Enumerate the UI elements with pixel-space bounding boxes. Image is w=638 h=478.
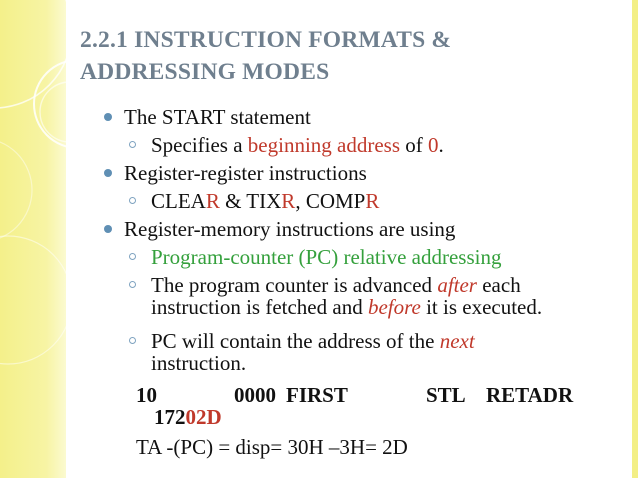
bullet-item: The START statement [124, 105, 311, 129]
sub-bullet-item-line-1 [151, 330, 475, 352]
code-label: FIRST [286, 383, 348, 407]
slide-title-line-1: 2.2.1 INSTRUCTION FORMATS & [80, 27, 452, 53]
text-segment: of [400, 133, 429, 157]
highlight-register: R [205, 189, 220, 213]
text-segment: Specifies a [151, 133, 248, 157]
slide-title-line-2: ADDRESSING MODES [80, 59, 330, 85]
sub-bullet-ring [129, 197, 136, 204]
bullet-item: Register-register instructions [124, 161, 367, 185]
text-segment: each [476, 273, 521, 297]
object-code [154, 406, 222, 428]
bullet-dot [104, 113, 112, 121]
right-decorative-band [632, 0, 638, 478]
code-operand: RETADR [486, 383, 574, 407]
text-segment: The program counter is advanced [151, 273, 438, 297]
code-opcode: STL [426, 383, 466, 407]
sub-bullet-item-line-1 [151, 274, 521, 296]
sub-bullet-ring [129, 141, 136, 148]
emphasis-after: after [437, 273, 477, 297]
bullet-item: Register-memory instructions are using [124, 217, 456, 241]
object-code-displacement: 02D [185, 405, 222, 429]
highlight-beginning-address: beginning address [247, 133, 401, 157]
object-code-prefix: 172 [154, 405, 186, 429]
emphasis-before: before [367, 295, 421, 319]
text-segment: . [438, 133, 444, 157]
sub-bullet-item-line-2: instruction. [151, 351, 247, 375]
sub-bullet-item [151, 134, 444, 156]
text-segment: it is executed. [420, 295, 543, 319]
bullet-dot [104, 225, 112, 233]
highlight-register: R [281, 189, 296, 213]
sub-bullet-item [151, 190, 379, 212]
highlight-zero: 0 [428, 133, 439, 157]
text-segment: instruction is fetched and [151, 295, 368, 319]
code-line-number: 10 [136, 383, 157, 407]
highlight-register: R [365, 189, 380, 213]
text-segment: & TIX [219, 189, 282, 213]
bullet-dot [104, 169, 112, 177]
sub-bullet-item-line-2 [151, 296, 542, 318]
target-address-formula: TA -(PC) = disp= 30H –3H= 2D [136, 435, 408, 459]
code-address: 0000 [234, 383, 276, 407]
slide-title [80, 24, 600, 88]
sub-bullet-item: Program-counter (PC) relative addressing [151, 245, 502, 269]
text-segment: CLEA [151, 189, 206, 213]
text-segment: , COMP [295, 189, 366, 213]
sub-bullet-ring [129, 281, 136, 288]
decorative-circles [0, 0, 90, 478]
text-segment: PC will contain the address of the [151, 329, 440, 353]
emphasis-next: next [439, 329, 475, 353]
sub-bullet-ring [129, 337, 136, 344]
sub-bullet-ring [129, 253, 136, 260]
